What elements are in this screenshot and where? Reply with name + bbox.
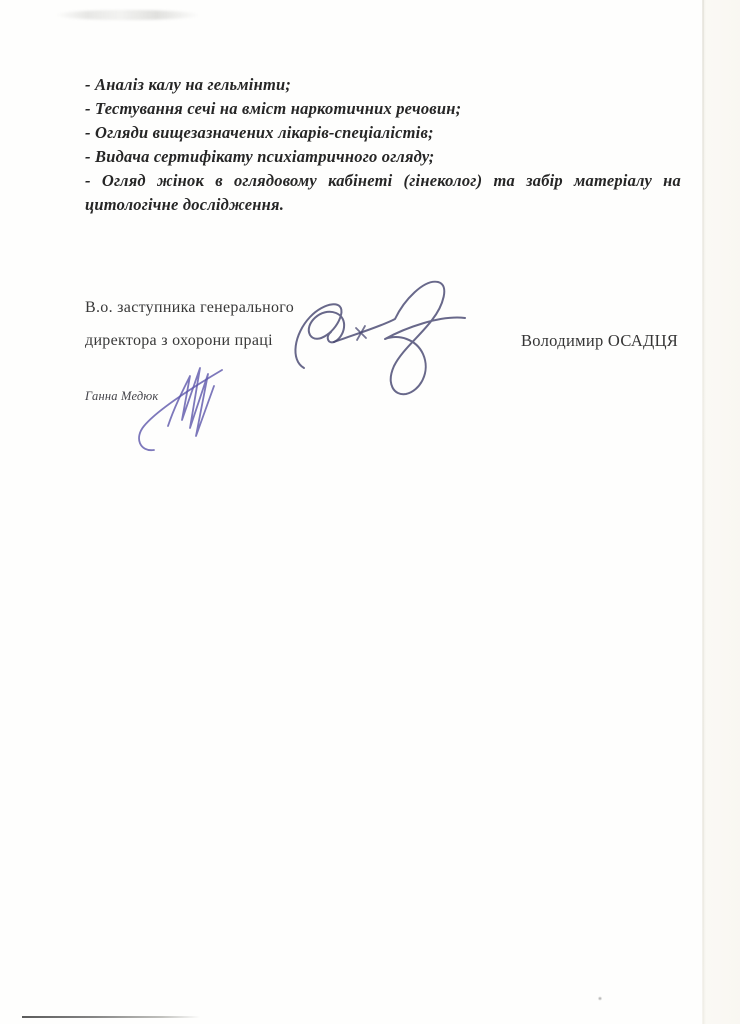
list-item: - Аналіз калу на гельмінти;: [85, 75, 292, 94]
list-item: - Видача сертифікату психіатричного огляду;: [85, 147, 435, 166]
signer-title-line1: В.о. заступника генерального: [85, 299, 295, 316]
bullet-list: [85, 73, 681, 217]
list-item: - Огляд жінок в оглядовому кабінеті (гінеколог) та забір матеріалу на: [85, 171, 681, 190]
signer-name: Володимир ОСАДЦЯ: [521, 331, 679, 350]
scan-edge-band: [703, 0, 740, 1024]
secondary-signer-name: Ганна Медюк: [85, 389, 159, 403]
main-signature: [288, 272, 473, 404]
list-item: - Тестування сечі на вміст наркотичних речовин;: [85, 99, 462, 118]
signer-title-line2: директора з охорони праці: [85, 332, 273, 349]
scan-speck-artifact: [598, 996, 602, 1001]
list-item: - Огляди вищезазначених лікарів-спеціалістів;: [85, 123, 434, 142]
scan-smudge-artifact: [55, 10, 200, 20]
page-edge-crease: [702, 0, 704, 1024]
secondary-signature: [130, 362, 242, 456]
scan-line-artifact: [22, 1016, 200, 1018]
list-item-continuation: цитологічне дослідження.: [85, 195, 285, 214]
